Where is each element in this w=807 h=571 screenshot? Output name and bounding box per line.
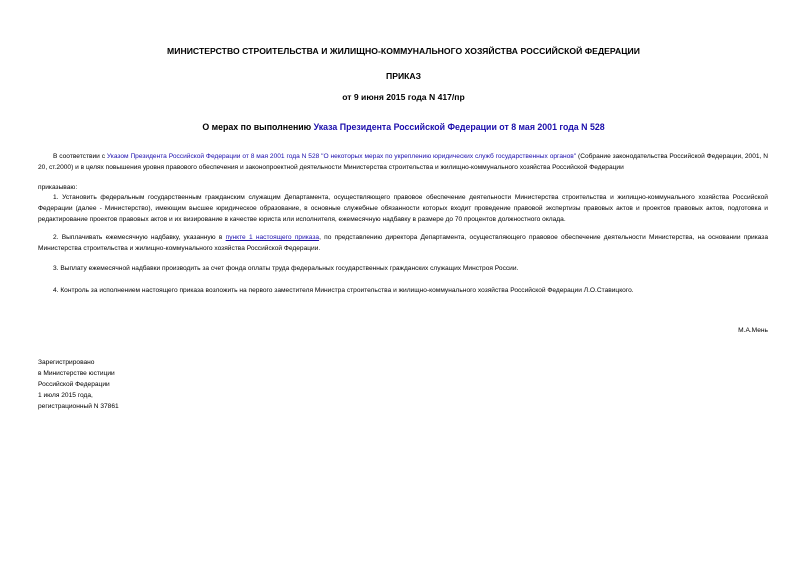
signature: М.А.Мень: [738, 327, 768, 334]
intro-post: (Собрание законодательства Российской Федерации, 2001, N 20, ст.2000) и в целях повышения уровня правового обеспечения и законопроектной деятельности Министерства строительства и жилищно-коммунального хозяйства Российской Федерации: [38, 153, 769, 171]
doc-date-number: от 9 июня 2015 года N 417/пр: [342, 92, 465, 102]
item-1: 1. Установить федеральным государственным гражданским служащим Департамента, осуществляющего правовое обеспечение деятельности Министерства строительства и жилищно-коммунального хозяйства Российской Федерации (далее - Министерство), имеющим высшее юридическое образование, в основные служебные обязанности которых входит проведение правовой экспертизы правовых актов и проектов правовых актов, подготовка и редактирование проектов правовых актов и их визирование в качестве юриста или исполнителя, ежемесячную надбавку в размере до 70 процентов должностного оклада.: [38, 194, 768, 223]
item-4: 4. Контроль за исполнением настоящего приказа возложить на первого заместителя Министра строительства и жилищно-коммунального хозяйства Российской Федерации Л.О.Ставицкого.: [53, 287, 634, 294]
title-decree-link[interactable]: Указа Президента Российской Федерации от 8 мая 2001 года N 528: [313, 122, 605, 132]
item-3: 3. Выплату ежемесячной надбавки производить за счет фонда оплаты труда федеральных государственных гражданских служащих Минстроя России.: [53, 265, 519, 272]
item-2-point-link[interactable]: пункте 1 настоящего приказа: [225, 234, 320, 241]
registration-block: [38, 357, 119, 412]
ministry-header: МИНИСТЕРСТВО СТРОИТЕЛЬСТВА И ЖИЛИЩНО-КОММУНАЛЬНОГО ХОЗЯЙСТВА РОССИЙСКОЙ ФЕДЕРАЦИИ: [167, 46, 640, 56]
item-2: [38, 232, 768, 254]
item-2-post: , по представлению директора Департамента, осуществляющего правовое обеспечение деятельности Министерства, на основании приказа Министерства строительства и жилищно-коммунального хозяйства Российской Федерации.: [38, 234, 769, 252]
registration-line-4: 1 июля 2015 года,: [38, 392, 93, 399]
registration-line-5: регистрационный N 37861: [38, 403, 119, 410]
title-prefix: О мерах по выполнению: [202, 122, 314, 132]
intro-pre: В соответствии с: [53, 153, 107, 160]
doc-type: ПРИКАЗ: [386, 71, 421, 81]
registration-line-1: Зарегистрировано: [38, 359, 95, 366]
doc-title: [0, 122, 807, 132]
intro-decree-link[interactable]: Указом Президента Российской Федерации от 8 мая 2001 года N 528 "О некоторых мерах по укреплению юридических служб государственных органов": [106, 153, 577, 160]
item-2-pre: 2. Выплачивать ежемесячную надбавку, указанную в: [53, 234, 226, 241]
registration-line-3: Российской Федерации: [38, 381, 110, 388]
order-word: приказываю:: [38, 184, 78, 191]
intro-paragraph: [38, 151, 768, 173]
registration-line-2: в Министерстве юстиции: [38, 370, 115, 377]
